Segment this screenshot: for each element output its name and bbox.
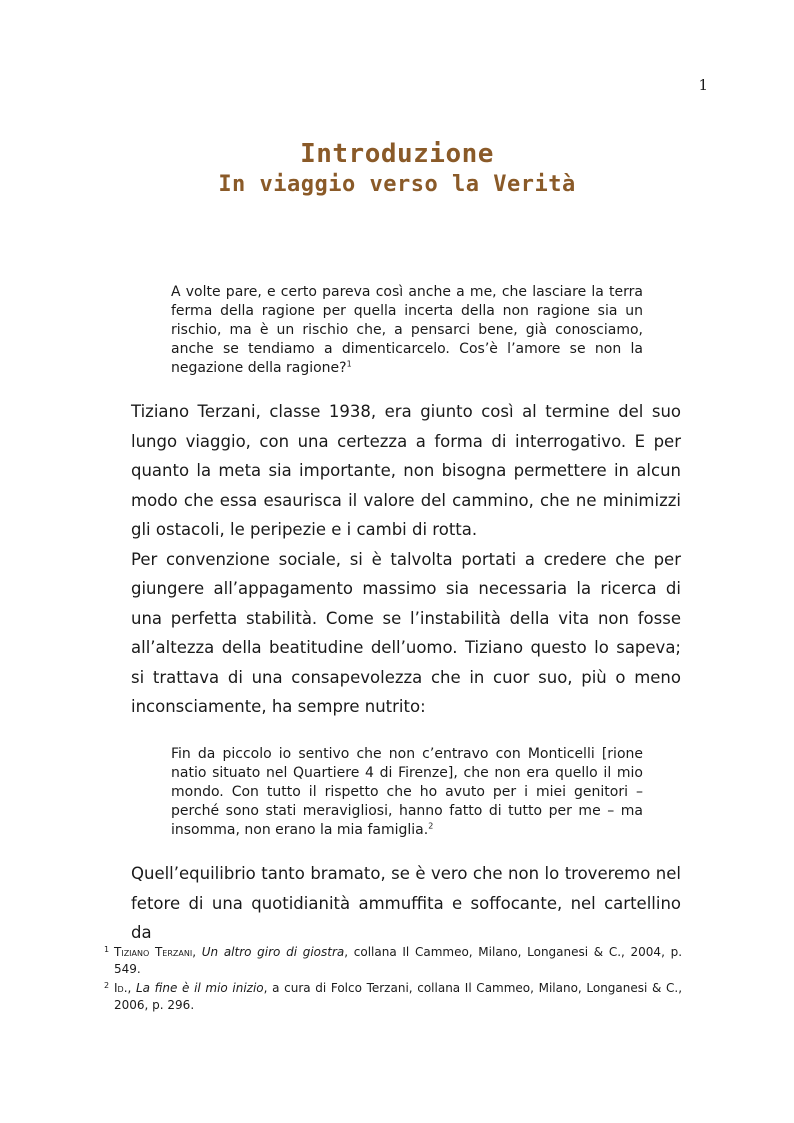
paragraph-3: Quell’equilibrio tanto bramato, se è vero che non lo troveremo nel fetore di una quotidianità ammuffita e soffocante, nel cartellino da <box>131 864 681 942</box>
footnote-2 <box>104 980 682 1014</box>
chapter-title-block <box>0 138 794 200</box>
chapter-subtitle: In viaggio verso la Verità <box>218 172 576 197</box>
epigraph-quote-text: A volte pare, e certo pareva così anche a me, che lasciare la terra ferma della ragione per quella incerta della non ragione sia un rischio, ma è un rischio che, a pensarci bene, già conosciamo, anche se tendiamo a dimenticarcelo. Cos’è l’amore se non la negazione della ragione? <box>171 284 643 376</box>
footnote-mark-2: 2 <box>104 981 110 990</box>
paragraph-1: Tiziano Terzani, classe 1938, era giunto così al termine del suo lungo viaggio, con una certezza a forma di interrogativo. E per quanto la meta sia importante, non bisogna permettere in alcun modo che essa esaurisca il valore del cammino, che ne minimizzi gli ostacoli, le peripezie e i cambi di rotta. <box>131 402 681 539</box>
epigraph-quote <box>171 283 643 378</box>
footnote-mark-1: 1 <box>104 945 110 954</box>
footnote-separator: , <box>127 981 136 995</box>
body-text-section-1 <box>131 397 681 722</box>
body-text-section-2 <box>131 859 681 948</box>
block-quote <box>171 745 643 840</box>
paragraph-2: Per convenzione sociale, si è talvolta portati a credere che per giungere all’appagamento massimo sia necessaria la ricerca di una perfetta stabilità. Come se l’instabilità della vita non fosse all’altezza della beatitudine dell’uomo. Tiziano questo lo sapeva; si trattava di una consapevolezza che in cuor suo, più o meno inconsciamente, ha sempre nutrito: <box>131 549 681 716</box>
page-number: 1 <box>698 76 708 94</box>
footnote-work-title: La fine è il mio inizio <box>135 981 264 995</box>
block-quote-text: Fin da piccolo io sentivo che non c’entravo con Monticelli [rione natio situato nel Quartiere 4 di Firenze], che non era quello il mio mondo. Con tutto il rispetto che ho avuto per i miei genitori – perché sono stati meravigliosi, hanno fatto di tutto per me – ma insomma, non erano la mia famiglia. <box>171 746 643 838</box>
footnote-details: , a cura di Folco Terzani, collana Il Cammeo, Milano, Longanesi & C., 2006, p. 296. <box>114 981 683 1012</box>
footnote-separator: , <box>192 945 202 959</box>
footnote-author: Tiziano Terzani <box>114 945 193 959</box>
chapter-title: Introduzione <box>300 139 494 169</box>
footnote-ref-2[interactable]: 2 <box>428 821 434 831</box>
footnotes <box>104 944 682 1016</box>
footnote-details: , collana Il Cammeo, Milano, Longanesi & C., 2004, p. 549. <box>114 945 683 976</box>
footnote-1 <box>104 944 682 978</box>
footnote-author: Id. <box>114 981 128 995</box>
footnote-work-title: Un altro giro di giostra <box>201 945 345 959</box>
footnote-ref-1[interactable]: 1 <box>346 359 352 369</box>
